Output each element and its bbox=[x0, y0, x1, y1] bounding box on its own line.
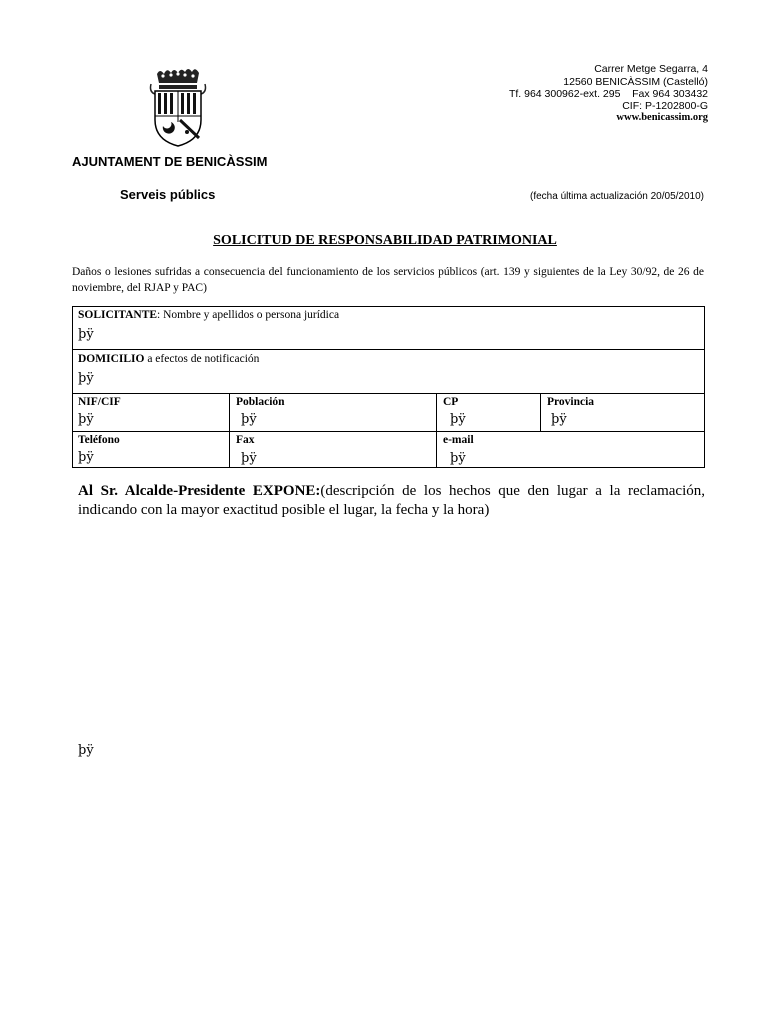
nif-field[interactable]: þÿ bbox=[78, 412, 94, 427]
document-title: SOLICITUD DE RESPONSABILIDAD PATRIMONIAL bbox=[213, 233, 557, 248]
divider bbox=[540, 393, 541, 431]
phone-fax-line: Tf. 964 300962-ext. 295 Fax 964 303432 bbox=[508, 88, 708, 100]
email-label: e-mail bbox=[443, 434, 474, 446]
department-name: Serveis públics bbox=[120, 187, 216, 202]
fax-field[interactable]: þÿ bbox=[241, 451, 257, 466]
city-hall-name: AJUNTAMENT DE BENICÀSSIM bbox=[72, 154, 268, 169]
cp-field[interactable]: þÿ bbox=[450, 412, 466, 427]
divider bbox=[73, 431, 704, 432]
coat-of-arms-logo bbox=[147, 68, 209, 148]
divider bbox=[73, 393, 704, 394]
address-line-1: Carrer Metge Segarra, 4 bbox=[594, 63, 708, 75]
phone-field[interactable]: þÿ bbox=[78, 450, 94, 465]
divider bbox=[73, 349, 704, 350]
document-intro: Daños o lesiones sufridas a consecuencia del funcionamiento de los servicios públicos (art. 139 y siguientes de la Ley 30/92, de 26 de noviembre, del RJAP y PAC) bbox=[72, 266, 704, 294]
cif-line: CIF: P-1202800-G bbox=[622, 100, 708, 112]
town-field[interactable]: þÿ bbox=[241, 412, 257, 427]
address-field[interactable]: þÿ bbox=[78, 371, 94, 386]
last-update-date: (fecha última actualización 20/05/2010) bbox=[530, 191, 704, 202]
cp-label: CP bbox=[443, 396, 459, 408]
nif-label: NIF/CIF bbox=[78, 396, 121, 408]
town-label: Población bbox=[236, 396, 285, 408]
statement-field[interactable]: þÿ bbox=[78, 743, 94, 758]
province-label: Provincia bbox=[547, 396, 595, 408]
fax-label: Fax bbox=[236, 434, 255, 446]
website-line bbox=[616, 112, 708, 125]
phone-label: Teléfono bbox=[78, 434, 120, 446]
website-link[interactable]: www.benicassim.org bbox=[616, 112, 708, 123]
applicant-form bbox=[72, 306, 705, 468]
email-field[interactable]: þÿ bbox=[450, 451, 466, 466]
address-line-2: 12560 BENICÀSSIM (Castelló) bbox=[563, 76, 708, 88]
applicant-field[interactable]: þÿ bbox=[78, 327, 94, 342]
applicant-label: SOLICITANTE: Nombre y apellidos o persona jurídica bbox=[78, 309, 340, 321]
statement-heading: Al Sr. Alcalde-Presidente EXPONE:(descripción de los hechos que den lugar a la reclamación, indicando con la mayor exactitud posible el lugar, la fecha y la hora) bbox=[78, 483, 705, 518]
province-field[interactable]: þÿ bbox=[551, 412, 567, 427]
address-label: DOMICILIO a efectos de notificación bbox=[78, 353, 260, 365]
divider bbox=[436, 393, 437, 467]
divider bbox=[229, 393, 230, 467]
